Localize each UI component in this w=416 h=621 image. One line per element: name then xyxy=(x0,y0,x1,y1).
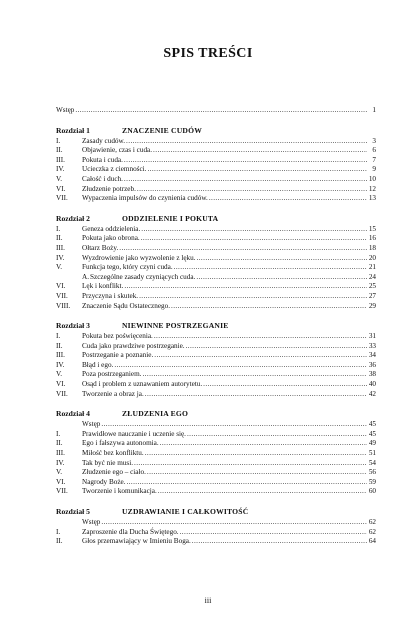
chapter-number: Rozdział 2 xyxy=(56,213,90,223)
entry-number: IV. xyxy=(56,360,65,369)
entry-label: Wypaczenia impulsów do czynienia cudów. xyxy=(82,194,208,203)
entry-number: VIII. xyxy=(56,301,71,310)
dot-leader xyxy=(124,156,367,166)
entry-page-number: 38 xyxy=(368,370,376,379)
toc-entry[interactable] xyxy=(56,439,376,449)
entry-number: I. xyxy=(56,224,61,233)
toc-entry[interactable] xyxy=(56,390,376,400)
entry-page-number: 45 xyxy=(368,429,376,438)
dot-leader xyxy=(139,292,367,302)
toc-entry[interactable] xyxy=(56,342,376,352)
entry-number: VII. xyxy=(56,291,68,300)
dot-leader xyxy=(114,361,367,371)
toc-entry-intro[interactable] xyxy=(56,106,376,116)
entry-page-number: 29 xyxy=(368,301,376,310)
entry-page-number: 7 xyxy=(372,155,376,164)
toc-entry[interactable] xyxy=(56,302,376,312)
table-of-contents xyxy=(56,106,376,547)
dot-leader xyxy=(147,165,367,175)
dot-leader xyxy=(153,146,367,156)
chapter-number: Rozdział 5 xyxy=(56,507,90,516)
toc-entry[interactable] xyxy=(56,156,376,166)
chapter-heading[interactable] xyxy=(56,126,376,137)
entry-page-number: 54 xyxy=(368,458,376,467)
entry-number: V. xyxy=(56,468,63,477)
chapter-number: Rozdział 1 xyxy=(56,125,90,135)
entry-number: VII. xyxy=(56,194,68,203)
toc-entry[interactable] xyxy=(56,254,376,264)
entry-label: Pokuta jako obrona. xyxy=(82,234,140,243)
toc-entry[interactable] xyxy=(56,370,376,380)
entry-number: VII. xyxy=(56,389,68,398)
chapter-title: ODDZIELENIE I POKUTA xyxy=(122,213,219,223)
chapter-heading[interactable] xyxy=(56,321,376,332)
entry-label: Osąd i problem z uznawaniem autorytetu. xyxy=(82,380,203,389)
chapter-title: ZNACZENIE CUDÓW xyxy=(122,125,203,135)
toc-entry[interactable] xyxy=(56,459,376,469)
dot-leader xyxy=(141,234,367,244)
entry-number: A. xyxy=(82,272,89,281)
chapter-title: ZŁUDZENIA EGO xyxy=(122,409,189,419)
entry-page-number: 21 xyxy=(368,263,376,272)
entry-page-number: 40 xyxy=(368,380,376,389)
chapter-heading[interactable] xyxy=(56,409,376,420)
entry-page-number: 59 xyxy=(368,477,376,486)
dot-leader xyxy=(142,370,367,380)
entry-page-number: 25 xyxy=(368,282,376,291)
entry-number: I. xyxy=(56,136,61,145)
toc-entry[interactable] xyxy=(56,351,376,361)
entry-label: Tworzenie i komunikacja. xyxy=(82,487,157,496)
chapter-number: Rozdział 4 xyxy=(56,409,90,419)
toc-entry[interactable] xyxy=(56,244,376,254)
entry-label: Geneza oddzielenia. xyxy=(82,224,141,233)
entry-page-number: 20 xyxy=(368,253,376,262)
entry-page-number: 36 xyxy=(368,360,376,369)
entry-page-number: 24 xyxy=(368,272,376,281)
entry-number: IV. xyxy=(56,458,65,467)
entry-page-number: 18 xyxy=(368,243,376,252)
toc-entry[interactable] xyxy=(56,332,376,342)
entry-number: II. xyxy=(56,234,63,243)
entry-number: I. xyxy=(56,429,61,438)
dot-leader xyxy=(180,528,367,538)
toc-entry[interactable] xyxy=(56,146,376,156)
entry-page-number: 42 xyxy=(368,389,376,398)
entry-label: Lęk i konflikt. xyxy=(82,282,124,291)
entry-label: Pokuta bez poświęcenia. xyxy=(82,332,153,341)
entry-label: Cuda jako prawdziwe postrzeganie. xyxy=(82,341,185,350)
dot-leader xyxy=(171,302,367,312)
chapter-heading[interactable] xyxy=(56,214,376,225)
dot-leader xyxy=(196,273,367,283)
toc-entry[interactable] xyxy=(56,282,376,292)
entry-number: II. xyxy=(56,537,63,546)
dot-leader xyxy=(124,175,367,185)
entry-label: Ołtarz Boży. xyxy=(82,243,119,252)
toc-entry[interactable] xyxy=(56,175,376,185)
dot-leader xyxy=(126,137,367,147)
toc-entry[interactable] xyxy=(56,263,376,273)
entry-number: II. xyxy=(56,341,63,350)
entry-label: Zaproszenie dla Ducha Świętego. xyxy=(82,527,179,536)
entry-label: Szczególne zasady czyniących cuda. xyxy=(90,272,196,281)
entry-label: Ucieczka z ciemności. xyxy=(82,165,147,174)
entry-page-number: 34 xyxy=(368,351,376,360)
dot-leader xyxy=(203,380,367,390)
entry-label: Objawienie, czas i cuda. xyxy=(82,146,153,155)
entry-page-number: 62 xyxy=(368,527,376,536)
entry-label: Poza postrzeganiem. xyxy=(82,370,142,379)
entry-label: Złudzenie potrzeb. xyxy=(82,184,136,193)
entry-number: VI. xyxy=(56,184,66,193)
entry-page-number: 56 xyxy=(368,468,376,477)
toc-entry[interactable] xyxy=(56,137,376,147)
entry-number: V. xyxy=(56,370,63,379)
entry-label: Znaczenie Sądu Ostatecznego. xyxy=(82,301,171,310)
entry-page-number: 13 xyxy=(368,194,376,203)
entry-number: VI. xyxy=(56,477,66,486)
entry-label: Postrzeganie a poznanie. xyxy=(82,351,154,360)
dot-leader xyxy=(154,332,367,342)
entry-page-number: 6 xyxy=(372,146,376,155)
entry-page-number: 9 xyxy=(372,165,376,174)
entry-page-number: 62 xyxy=(368,518,376,526)
toc-entry[interactable] xyxy=(56,430,376,440)
toc-entry[interactable] xyxy=(56,225,376,235)
dot-leader xyxy=(119,244,367,254)
entry-label: Błąd i ego. xyxy=(82,360,114,369)
entry-number: IV. xyxy=(56,165,65,174)
toc-entry[interactable] xyxy=(56,449,376,459)
dot-leader xyxy=(75,106,367,116)
entry-number: I. xyxy=(56,527,61,536)
dot-leader xyxy=(187,430,367,440)
entry-number: II. xyxy=(56,439,63,448)
entry-number: VI. xyxy=(56,282,66,291)
entry-number: V. xyxy=(56,174,63,183)
entry-page-number: 1 xyxy=(372,106,376,114)
entry-label: Wstęp xyxy=(82,518,101,526)
entry-number: III. xyxy=(56,155,65,164)
entry-number: I. xyxy=(56,332,61,341)
entry-label: Prawidłowe nauczanie i uczenie się. xyxy=(82,429,186,438)
entry-number: III. xyxy=(56,351,65,360)
dot-leader xyxy=(101,420,367,430)
entry-page-number: 60 xyxy=(368,487,376,496)
entry-page-number: 49 xyxy=(368,439,376,448)
entry-label: Tworzenie a obraz ja. xyxy=(82,389,144,398)
chapter-number: Rozdział 3 xyxy=(56,321,90,331)
dot-leader xyxy=(134,459,367,469)
dot-leader xyxy=(141,225,367,235)
entry-number: IV. xyxy=(56,253,65,262)
toc-entry[interactable] xyxy=(56,420,376,430)
entry-page-number: 27 xyxy=(368,291,376,300)
page-folio: iii xyxy=(204,596,212,605)
entry-label: Zasady cudów. xyxy=(82,136,126,145)
chapter-title: NIEWINNE POSTRZEGANIE xyxy=(122,321,229,331)
dot-leader xyxy=(174,263,367,273)
entry-label: Wstęp xyxy=(56,106,75,114)
dot-leader xyxy=(127,478,367,488)
entry-label: Wyzdrowienie jako wyzwolenie z lęku. xyxy=(82,253,196,262)
entry-label: Funkcja tego, który czyni cuda. xyxy=(82,263,173,272)
entry-page-number: 3 xyxy=(372,136,376,145)
toc-entry[interactable] xyxy=(56,234,376,244)
dot-leader xyxy=(145,390,367,400)
entry-number: VI. xyxy=(56,380,66,389)
entry-label: Nagrody Boże. xyxy=(82,477,126,486)
toc-entry[interactable] xyxy=(56,185,376,195)
entry-label: Złudzenie ego – ciało. xyxy=(82,468,146,477)
toc-entry[interactable] xyxy=(56,478,376,488)
toc-entry[interactable] xyxy=(56,537,376,547)
dot-leader xyxy=(197,254,367,264)
entry-label: Przyczyna i skutek. xyxy=(82,291,139,300)
page-title: SPIS TREŚCI xyxy=(163,46,253,61)
entry-number: III. xyxy=(56,449,65,458)
entry-page-number: 12 xyxy=(368,184,376,193)
dot-leader xyxy=(158,487,367,497)
entry-page-number: 15 xyxy=(368,224,376,233)
toc-entry[interactable] xyxy=(56,380,376,390)
entry-label: Miłość bez konfliktu. xyxy=(82,449,144,458)
dot-leader xyxy=(147,468,367,478)
toc-entry[interactable] xyxy=(56,518,376,528)
toc-entry[interactable] xyxy=(56,165,376,175)
dot-leader xyxy=(209,194,367,204)
entry-label: Głos przemawiający w Imieniu Boga. xyxy=(82,537,191,546)
dot-leader xyxy=(186,342,367,352)
entry-page-number: 45 xyxy=(368,420,376,429)
entry-number: VII. xyxy=(56,487,68,496)
entry-page-number: 10 xyxy=(368,174,376,183)
entry-label: Pokuta i cuda. xyxy=(82,155,123,164)
entry-page-number: 16 xyxy=(368,234,376,243)
chapter-heading[interactable] xyxy=(56,507,376,518)
entry-label: Tak być nie musi. xyxy=(82,458,133,467)
entry-label: Całość i duch. xyxy=(82,174,123,183)
dot-leader xyxy=(154,351,367,361)
dot-leader xyxy=(137,185,367,195)
entry-page-number: 64 xyxy=(368,537,376,546)
toc-entry[interactable] xyxy=(56,273,376,283)
toc-entry[interactable] xyxy=(56,292,376,302)
entry-number: III. xyxy=(56,243,65,252)
toc-entry[interactable] xyxy=(56,361,376,371)
toc-entry[interactable] xyxy=(56,487,376,497)
toc-entry[interactable] xyxy=(56,468,376,478)
toc-entry[interactable] xyxy=(56,528,376,538)
entry-label: Wstęp xyxy=(82,420,101,429)
toc-entry[interactable] xyxy=(56,194,376,204)
dot-leader xyxy=(124,282,367,292)
dot-leader xyxy=(101,518,367,528)
entry-label: Ego i fałszywa autonomia. xyxy=(82,439,159,448)
chapter-title: UZDRAWIANIE I CAŁKOWITOŚĆ xyxy=(122,507,249,516)
dot-leader xyxy=(145,449,367,459)
dot-leader xyxy=(160,439,367,449)
entry-number: V. xyxy=(56,263,63,272)
entry-page-number: 51 xyxy=(368,449,376,458)
entry-page-number: 31 xyxy=(368,332,376,341)
dot-leader xyxy=(192,537,367,547)
entry-number: II. xyxy=(56,146,63,155)
entry-page-number: 33 xyxy=(368,341,376,350)
